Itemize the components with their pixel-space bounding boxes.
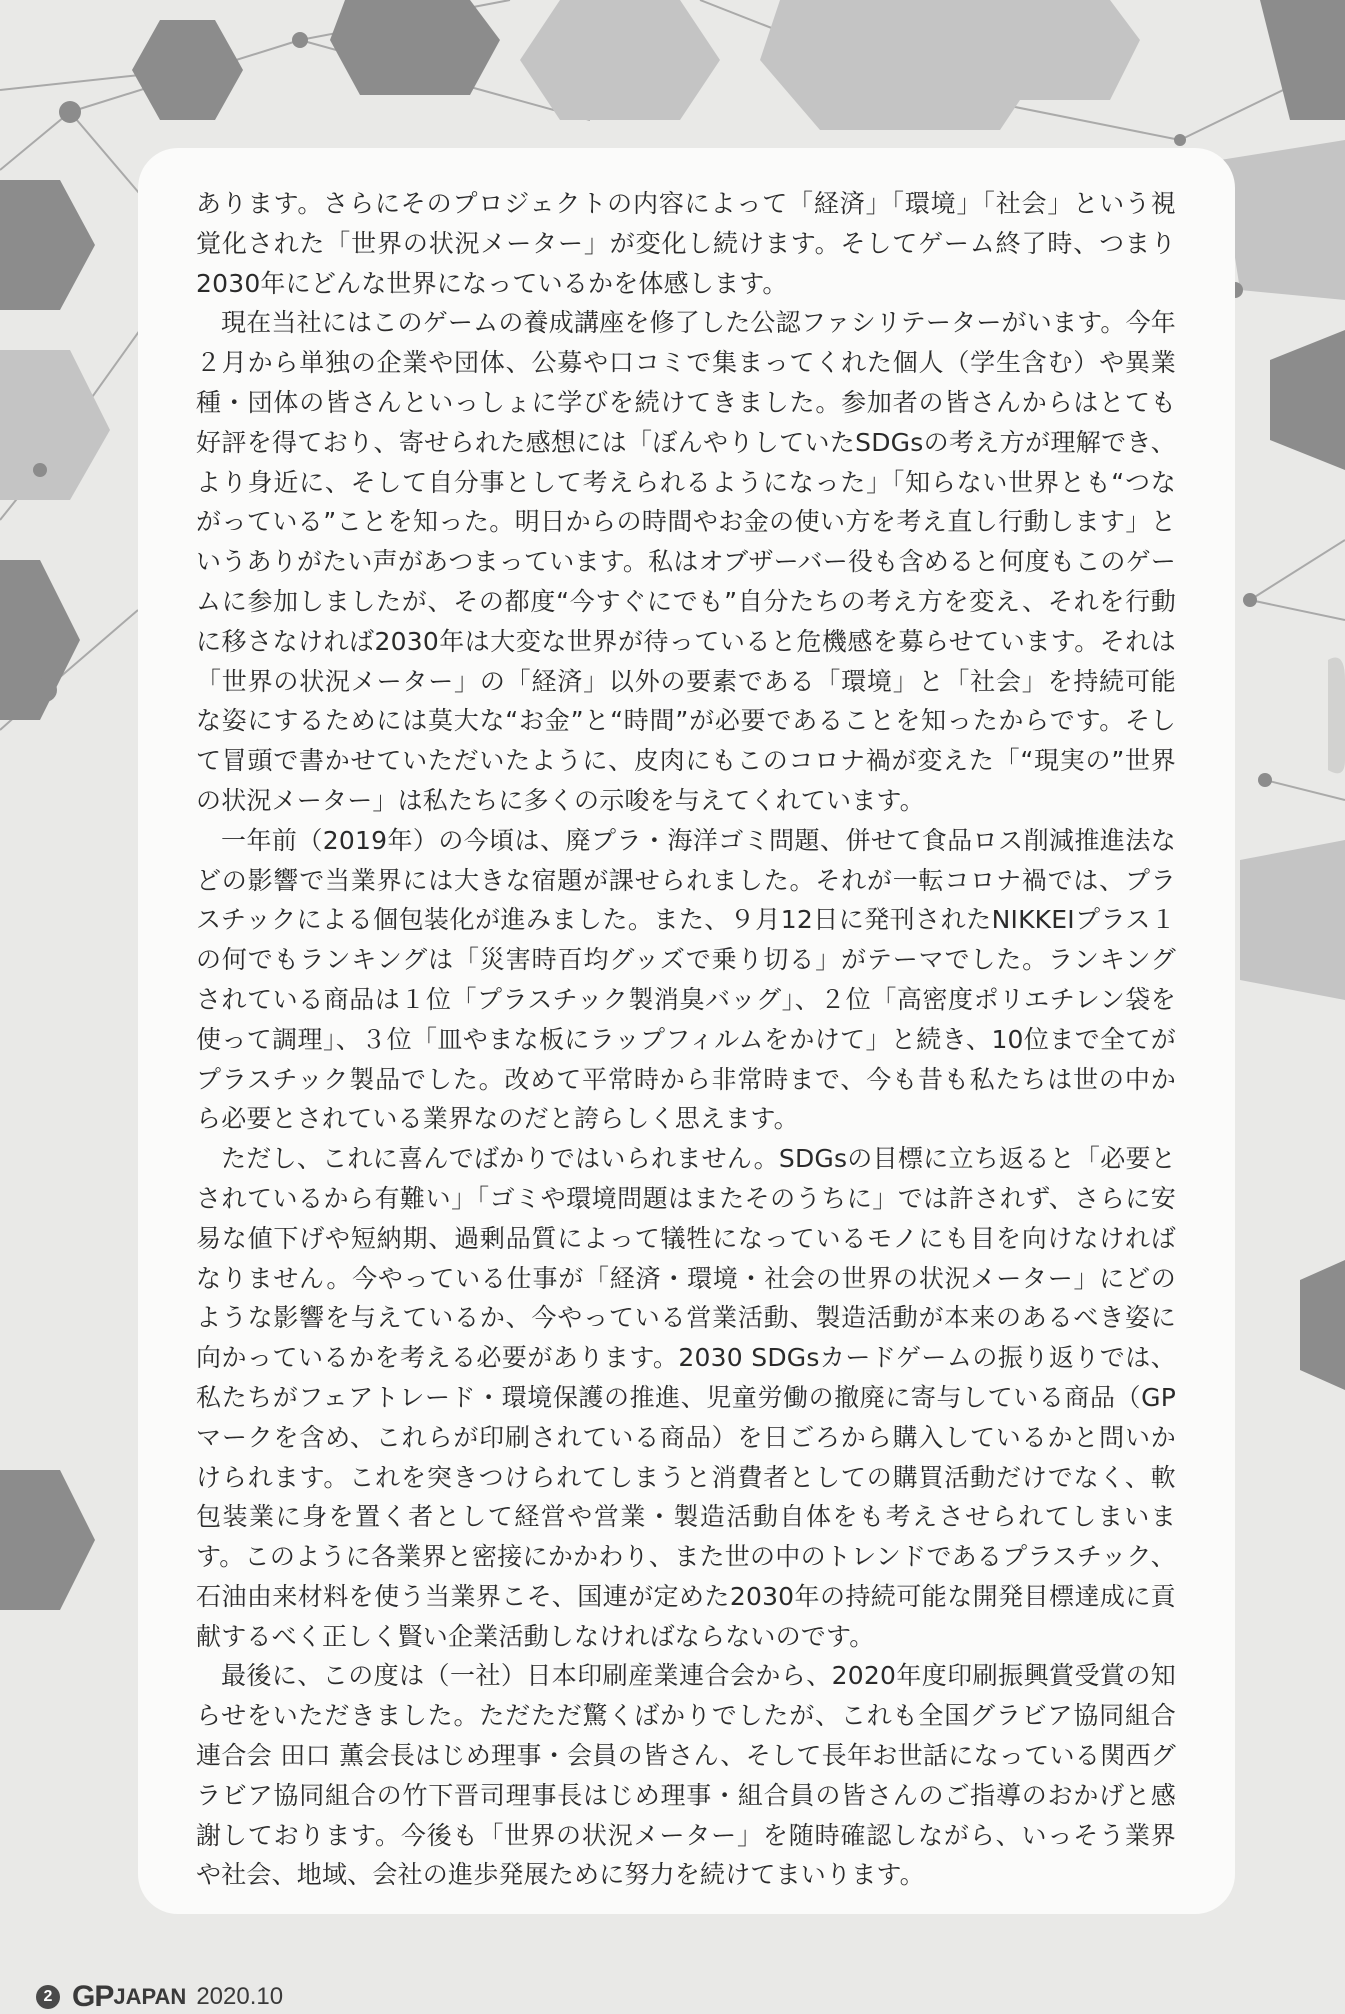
logo-japan: JAPAN [113, 1984, 187, 2009]
paragraph: あります。さらにそのプロジェクトの内容によって「経済」「環境」「社会」という視覚化された「世界の状況メーター」が変化し続けます。そしてゲーム終了時、つまり2030年にどんな世界になっているかを体感します。 [196, 189, 1176, 298]
issue-date: 2020.10 [196, 1983, 284, 2010]
paragraph: 最後に、この度は（一社）日本印刷産業連合会から、2020年度印刷振興賞受賞の知らせをいただきました。ただただ驚くばかりでしたが、これも全国グラビア協同組合連合会 田口 薫会長はじめ理事・会員の皆さん、そして長年お世話になっている関西グラビア協同組合の竹下晋司理事長はじめ理事・組合員の皆さんのご指導のおかげと感謝しております。今後も「世界の状況メーター」を随時確認しながら、いっそう業界や社会、地域、会社の進歩発展ために努力を続けてまいります。 [196, 1661, 1176, 1890]
paragraph: 一年前（2019年）の今頃は、廃プラ・海洋ゴミ問題、併せて食品ロス削減推進法などの影響で当業界には大きな宿題が課せられました。それが一転コロナ禍では、プラスチックによる個包装化が進みました。また、９月12日に発刊されたNIKKEIプラス１の何でもランキングは「災害時百均グッズで乗り切る」がテーマでした。ランキングされている商品は１位「プラスチック製消臭バッグ」、２位「高密度ポリエチレン袋を使って調理」、３位「皿やまな板にラップフィルムをかけて」と続き、10位まで全てがプラスチック製品でした。改めて平常時から非常時まで、今も昔も私たちは世の中から必要とされている業界なのだと誇らしく思えます。 [196, 825, 1176, 1134]
article-body [196, 184, 1176, 1895]
page-number: 2 [36, 1985, 60, 2009]
paragraph: ただし、これに喜んでばかりではいられません。SDGsの目標に立ち返ると「必要とされているから有難い」「ゴミや環境問題はまたそのうちに」では許されず、さらに安易な値下げや短納期、過剰品質によって犠牲になっているモノにも目を向けなければなりません。今やっている仕事が「経済・環境・社会の世界の状況メーター」にどのような影響を与えているか、今やっている営業活動、製造活動が本来のあるべき姿に向かっているかを考える必要があります。2030 SDGsカードゲームの振り返りでは、私たちがフェアトレード・環境保護の推進、児童労働の撤廃に寄与している商品（GPマークを含め、これらが印刷されている商品）を日ごろから購入しているかと問いかけられます。これを突きつけられてしまうと消費者としての購買活動だけでなく、軟包装業に身を置く者として経営や営業・製造活動自体をも考えさせられてしまいます。このように各業界と密接にかかわり、また世の中のトレンドであるプラスチック、石油由来材料を使う当業界こそ、国連が定めた2030年の持続可能な開発目標達成に貢献するべく正しく賢い企業活動しなければならないのです。 [196, 1144, 1176, 1651]
logo-gp: GP [72, 1980, 114, 2013]
paragraph: 現在当社にはこのゲームの養成講座を修了した公認ファシリテーターがいます。今年２月から単独の企業や団体、公募や口コミで集まってくれた個人（学生含む）や異業種・団体の皆さんといっしょに学びを続けてきました。参加者の皆さんからはとても好評を得ており、寄せられた感想には「ぼんやりしていたSDGsの考え方が理解でき、より身近に、そして自分事として考えられるようになった」「知らない世界とも“つながっている”ことを知った。明日からの時間やお金の使い方を考え直し行動します」というありがたい声があつまっています。私はオブザーバー役も含めると何度もこのゲームに参加しましたが、その都度“今すぐにでも”自分たちの考え方を変え、それを行動に移さなければ2030年は大変な世界が待っていると危機感を募らせています。それは「世界の状況メーター」の「経済」以外の要素である「環境」と「社会」を持続可能な姿にするためには莫大な“お金”と“時間”が必要であることを知ったからです。そして冒頭で書かせていただいたように、皮肉にもこのコロナ禍が変えた「“現実の”世界の状況メーター」は私たちに多くの示唆を与えてくれています。 [196, 308, 1176, 815]
